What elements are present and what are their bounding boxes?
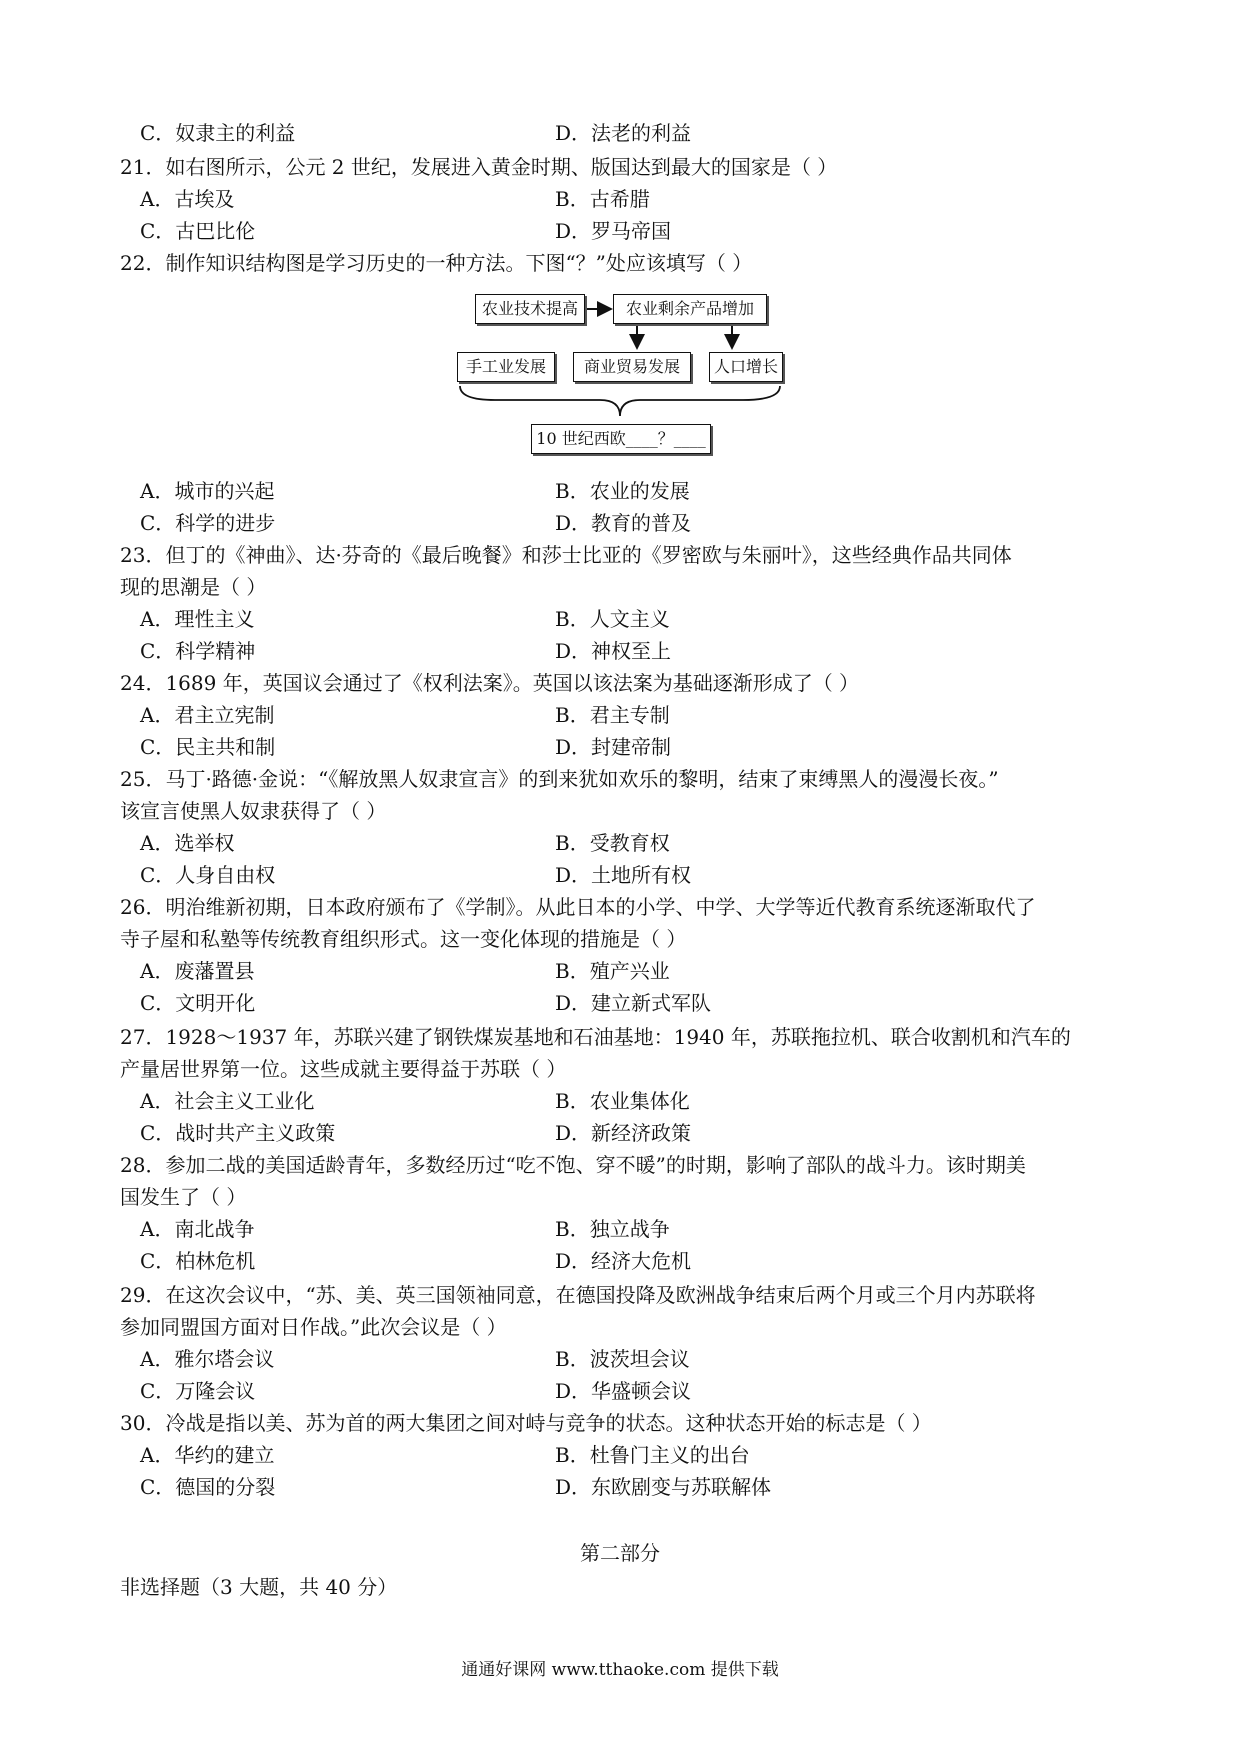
box-agri-surplus: 农业剩余产品增加 [613,294,767,324]
q28-option-a: A．南北战争 [140,1217,255,1241]
q21-option-c: C．古巴比伦 [140,219,256,243]
q22-option-d: D．教育的普及 [555,511,692,535]
q30-option-c: C．德国的分裂 [140,1475,276,1499]
q27-option-d: D．新经济政策 [555,1121,692,1145]
q27-stem-line1: 27．1928～1937 年，苏联兴建了钢铁煤炭基地和石油基地：1940 年，苏联拖拉机、联合收割机和汽车的 [120,1025,1071,1049]
q26-option-c: C．文明开化 [140,991,256,1015]
brace [460,386,780,416]
box-commerce: 商业贸易发展 [573,352,691,382]
box-10th-century-west-europe: 10 世纪西欧____？____ [531,424,711,454]
q20-option-c: C．奴隶主的利益 [140,121,296,145]
q25-option-a: A．选举权 [140,831,235,855]
knowledge-structure-diagram [455,288,785,468]
q23-option-c: C．科学精神 [140,639,256,663]
q21-option-d: D．罗马帝国 [555,219,672,243]
q23-stem-line2: 现的思潮是（ ） [120,575,267,599]
q30-option-d: D．东欧剧变与苏联解体 [555,1475,772,1499]
q24-option-d: D．封建帝制 [555,735,672,759]
q29-option-c: C．万隆会议 [140,1379,256,1403]
box-agri-tech: 农业技术提高 [475,294,585,324]
q28-option-c: C．柏林危机 [140,1249,256,1273]
q28-option-d: D．经济大危机 [555,1249,692,1273]
q27-stem-line2: 产量居世界第一位。这些成就主要得益于苏联（ ） [120,1057,567,1081]
q24-option-b: B．君主专制 [555,703,670,727]
q27-option-c: C．战时共产主义政策 [140,1121,336,1145]
q22-option-c: C．科学的进步 [140,511,276,535]
box-population: 人口增长 [709,352,783,382]
q29-stem-line1: 29．在这次会议中，“苏、美、英三国领袖同意，在德国投降及欧洲战争结束后两个月或三个月内苏联将 [120,1283,1036,1307]
q26-option-b: B．殖产兴业 [555,959,670,983]
q23-stem-line1: 23．但丁的《神曲》、达·芬奇的《最后晚餐》和莎士比亚的《罗密欧与朱丽叶》，这些经典作品共同体 [120,543,1012,567]
q29-option-b: B．波茨坦会议 [555,1347,690,1371]
q22-option-b: B．农业的发展 [555,479,690,503]
q28-stem-line2: 国发生了（ ） [120,1185,247,1209]
q30-option-a: A．华约的建立 [140,1443,275,1467]
q23-option-d: D．神权至上 [555,639,672,663]
q25-stem-line2: 该宣言使黑人奴隶获得了（ ） [120,799,387,823]
part-two-title: 第二部分 [580,1541,660,1565]
box-handicraft: 手工业发展 [457,352,555,382]
q21-option-b: B．古希腊 [555,187,650,211]
q28-stem-line1: 28．参加二战的美国适龄青年，多数经历过“吃不饱、穿不暖”的时期，影响了部队的战斗力。该时期美 [120,1153,1026,1177]
q29-option-d: D．华盛顿会议 [555,1379,692,1403]
q26-option-d: D．建立新式军队 [555,991,712,1015]
q29-stem-line2: 参加同盟国方面对日作战。”此次会议是（ ） [120,1315,507,1339]
q23-option-b: B．人文主义 [555,607,670,631]
q28-option-b: B．独立战争 [555,1217,670,1241]
q20-option-d: D．法老的利益 [555,121,692,145]
q27-option-a: A．社会主义工业化 [140,1089,315,1113]
q25-option-c: C．人身自由权 [140,863,276,887]
q24-option-c: C．民主共和制 [140,735,276,759]
q26-option-a: A．废藩置县 [140,959,255,983]
q21-stem: 21．如右图所示，公元 2 世纪，发展进入黄金时期、版国达到最大的国家是（ ） [120,155,838,179]
q30-option-b: B．杜鲁门主义的出台 [555,1443,750,1467]
q30-stem: 30．冷战是指以美、苏为首的两大集团之间对峙与竞争的状态。这种状态开始的标志是（ ） [120,1411,932,1435]
q21-option-a: A．古埃及 [140,187,235,211]
q22-stem: 22．制作知识结构图是学习历史的一种方法。下图“？”处应该填写（ ） [120,251,753,275]
q26-stem-line2: 寺子屋和私塾等传统教育组织形式。这一变化体现的措施是（ ） [120,927,687,951]
q24-stem: 24．1689 年，英国议会通过了《权利法案》。英国以该法案为基础逐渐形成了（ ） [120,671,860,695]
part-two-subtitle: 非选择题（3 大题，共 40 分） [120,1575,398,1599]
q23-option-a: A．理性主义 [140,607,255,631]
q25-option-d: D．土地所有权 [555,863,692,887]
q26-stem-line1: 26．明治维新初期，日本政府颁布了《学制》。从此日本的小学、中学、大学等近代教育系统逐渐取代了 [120,895,1036,919]
footer-download-note: 通通好课网 www.tthaoke.com 提供下载 [461,1660,779,1680]
q27-option-b: B．农业集体化 [555,1089,690,1113]
q24-option-a: A．君主立宪制 [140,703,275,727]
q25-option-b: B．受教育权 [555,831,670,855]
q25-stem-line1: 25．马丁·路德·金说：“《解放黑人奴隶宣言》的到来犹如欢乐的黎明，结束了束缚黑人的漫漫长夜。” [120,767,999,791]
q29-option-a: A．雅尔塔会议 [140,1347,275,1371]
q22-option-a: A．城市的兴起 [140,479,275,503]
